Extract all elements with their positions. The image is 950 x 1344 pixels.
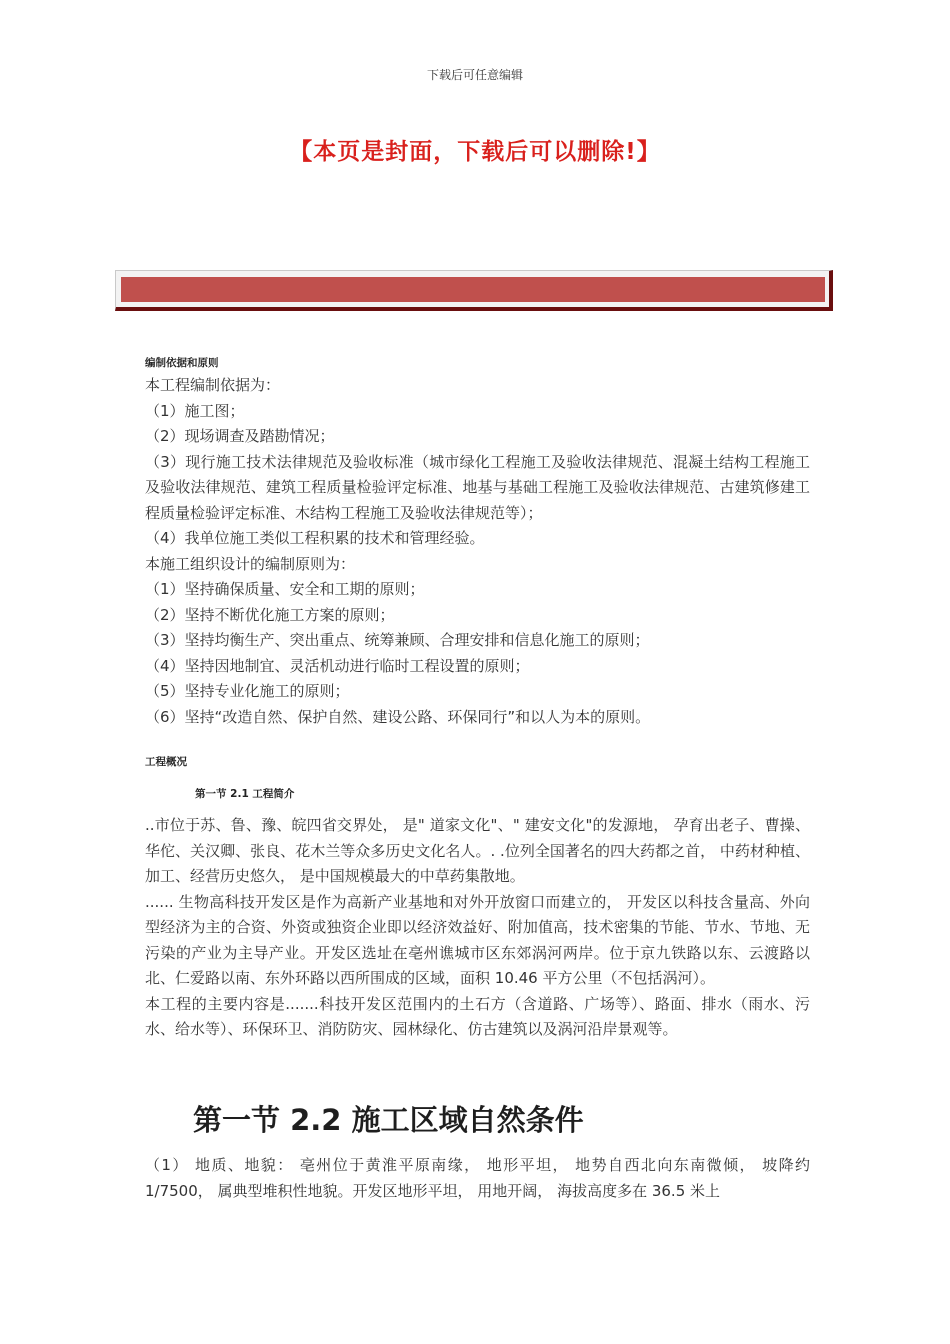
paragraph: ...... 生物高科技开发区是作为高新产业基地和对外开放窗口而建立的， 开发区以科技含量高、外向型经济为主的合资、外资或独资企业即以经济效益好、附加值高，技术密集的节能、节水、节地、无污染的产业为主导产业。开发区选址在亳州谯城市区东郊涡河两岸。位于京九铁路以东、云渡路以北、仁爱路以南、东外环路以西所围成的区域，面积 10.46 平方公里（不包括涡河）。: [145, 892, 810, 987]
section-heading-overview: 工程概况: [145, 756, 187, 768]
text-line: （5）坚持专业化施工的原则；: [145, 682, 350, 700]
page-header-note: 下载后可任意编辑: [426, 68, 523, 82]
text-line: （4）我单位施工类似工程积累的技术和管理经验。: [145, 529, 485, 547]
text-line: （6）坚持“改造自然、保护自然、建设公路、环保同行”和以人为本的原则。: [145, 707, 651, 726]
text-line: （2）坚持不断优化施工方案的原则；: [145, 605, 395, 624]
banner-bar: [121, 277, 825, 302]
section-title: 第一节 2.2 施工区域自然条件: [193, 1103, 584, 1137]
section-conditions-body: [145, 1153, 810, 1204]
text-line: （4）坚持因地制宜、灵活机动进行临时工程设置的原则；: [145, 656, 530, 675]
section-overview-body: [145, 813, 810, 1043]
text-line: 本施工组织设计的编制原则为：: [145, 554, 356, 573]
paragraph: ..市位于苏、鲁、豫、皖四省交界处， 是" 道家文化"、" 建安文化"的发源地， 孕育出老子、曹操、华佗、关汉卿、张良、花木兰等众多历史文化名人。. .位列全国著名的四大药都之首， 中药材种植、加工、经营历史悠久， 是中国规模最大的中草药集散地。: [145, 816, 810, 885]
subsection-heading: 第一节 2.1 工程简介: [195, 788, 295, 800]
text-line: （2）现场调查及踏勘情况；: [145, 427, 335, 445]
decorative-banner: [115, 270, 833, 311]
text-line: （1）坚持确保质量、安全和工期的原则；: [145, 580, 425, 598]
section-heading-basis: 编制依据和原则: [145, 357, 219, 369]
paragraph: （1） 地质、地貌： 亳州位于黄淮平原南缘， 地形平坦， 地势自西北向东南微倾， 坡降约 1/7500， 属典型堆积性地貌。开发区地形平坦， 用地开阔， 海拔高度多在 36.5 米上: [145, 1156, 810, 1200]
paragraph: 本工程的主要内容是.......科技开发区范围内的土石方（含道路、广场等）、路面、排水（雨水、污水、给水等）、环保环卫、消防防灾、园林绿化、仿古建筑以及涡河沿岸景观等。: [145, 994, 810, 1038]
section-basis-body: [145, 373, 810, 730]
text-line: （3）现行施工技术法律规范及验收标准（城市绿化工程施工及验收法律规范、混凝土结构工程施工及验收法律规范、建筑工程质量检验评定标准、地基与基础工程施工及验收法律规范、古建筑修建工程质量检验评定标准、木结构工程施工及验收法律规范等）；: [145, 452, 810, 522]
text-line: （1）施工图；: [145, 401, 245, 420]
text-line: 本工程编制依据为：: [145, 376, 281, 394]
cover-notice: 【本页是封面，下载后可以删除!】: [289, 139, 661, 165]
text-line: （3）坚持均衡生产、突出重点、统筹兼顾、合理安排和信息化施工的原则；: [145, 631, 650, 649]
